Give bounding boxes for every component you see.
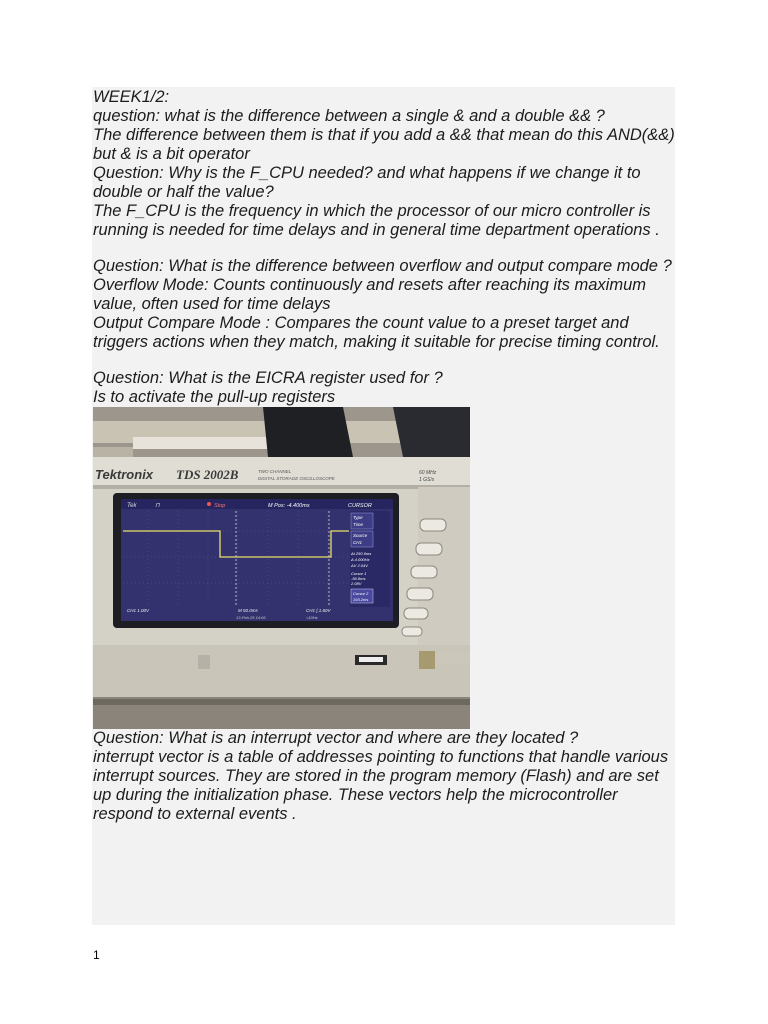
svg-text:13-Feb-25 14:06: 13-Feb-25 14:06 xyxy=(236,615,266,620)
answer-eicra: Is to activate the pull-up registers xyxy=(93,388,336,406)
question-eicra: Question: What is the EICRA register used for ? xyxy=(93,369,443,387)
oscilloscope-photo xyxy=(93,407,470,729)
svg-text:Type: Type xyxy=(353,515,363,520)
svg-text:Cursor 2: Cursor 2 xyxy=(353,591,369,596)
svg-text:Δ 4.000Hz: Δ 4.000Hz xyxy=(351,557,370,562)
week-heading: WEEK1/2: xyxy=(93,88,170,106)
svg-text:CH1: CH1 xyxy=(353,540,363,545)
svg-text:ΔV 2.04V: ΔV 2.04V xyxy=(351,563,368,568)
svg-text:DIGITAL STORAGE OSCILLOSCOPE: DIGITAL STORAGE OSCILLOSCOPE xyxy=(258,476,335,481)
answer-overflow: Overflow Mode: Counts continuously and resets after reaching its maximum value, often used for time delays xyxy=(93,276,646,313)
answer-fcpu: The F_CPU is the frequency in which the processor of our micro controller is running is needed for time delays and in general time department operations . xyxy=(93,202,660,239)
svg-text:60 MHz: 60 MHz xyxy=(419,470,437,476)
svg-text:193.2ms: 193.2ms xyxy=(353,597,369,602)
svg-text:1 GS/s: 1 GS/s xyxy=(419,477,435,483)
svg-text:Tek: Tek xyxy=(127,503,137,509)
brand-label: Tektronix xyxy=(95,467,154,482)
svg-text:⊓: ⊓ xyxy=(155,503,160,509)
svg-text:Time: Time xyxy=(353,522,363,527)
svg-text:Cursor 1: Cursor 1 xyxy=(351,571,367,576)
svg-text:CH1 ∫ 1.60V: CH1 ∫ 1.60V xyxy=(306,608,331,613)
model-label: TDS 2002B xyxy=(176,467,239,482)
svg-text:M Pos: -4.400ms: M Pos: -4.400ms xyxy=(268,503,310,509)
svg-text:Stop: Stop xyxy=(214,503,226,509)
question-interrupt-vector: Question: What is an interrupt vector and where are they located ? xyxy=(93,729,579,747)
svg-text:M 50.0ms: M 50.0ms xyxy=(238,608,258,613)
svg-text:TWO CHANNEL: TWO CHANNEL xyxy=(258,469,292,474)
svg-text:Δt 250.0ms: Δt 250.0ms xyxy=(351,551,372,556)
answer-interrupt-vector: interrupt vector is a table of addresses pointing to functions that handle various interrupt sources. They are stored in the program memory (Flash) and are set up during the initialization phase. These vectors help the microcontroller respond to external events . xyxy=(93,748,669,823)
svg-text:CH1 1.00V: CH1 1.00V xyxy=(127,608,150,613)
svg-text:CURSOR: CURSOR xyxy=(348,503,372,509)
question-overflow: Question: What is the difference between overflow and output compare mode ? xyxy=(93,257,672,275)
answer-bitwise: The difference between them is that if you add a && that mean do this AND(&&) but & is a bit operator xyxy=(93,126,675,163)
question-bitwise: question: what is the difference between a single & and a double && ? xyxy=(93,107,605,125)
svg-text:2.08V: 2.08V xyxy=(351,581,362,586)
document-body xyxy=(93,88,675,824)
svg-text:<10Hz: <10Hz xyxy=(306,615,318,620)
page-number: 1 xyxy=(93,948,100,962)
svg-text:Source: Source xyxy=(353,533,368,538)
answer-output-compare: Output Compare Mode : Compares the count value to a preset target and triggers actions when they match, making it suitable for precise timing control. xyxy=(93,314,660,351)
svg-text:-56.8ms: -56.8ms xyxy=(351,576,366,581)
question-fcpu: Question: Why is the F_CPU needed? and what happens if we change it to double or half the value? xyxy=(93,164,641,201)
